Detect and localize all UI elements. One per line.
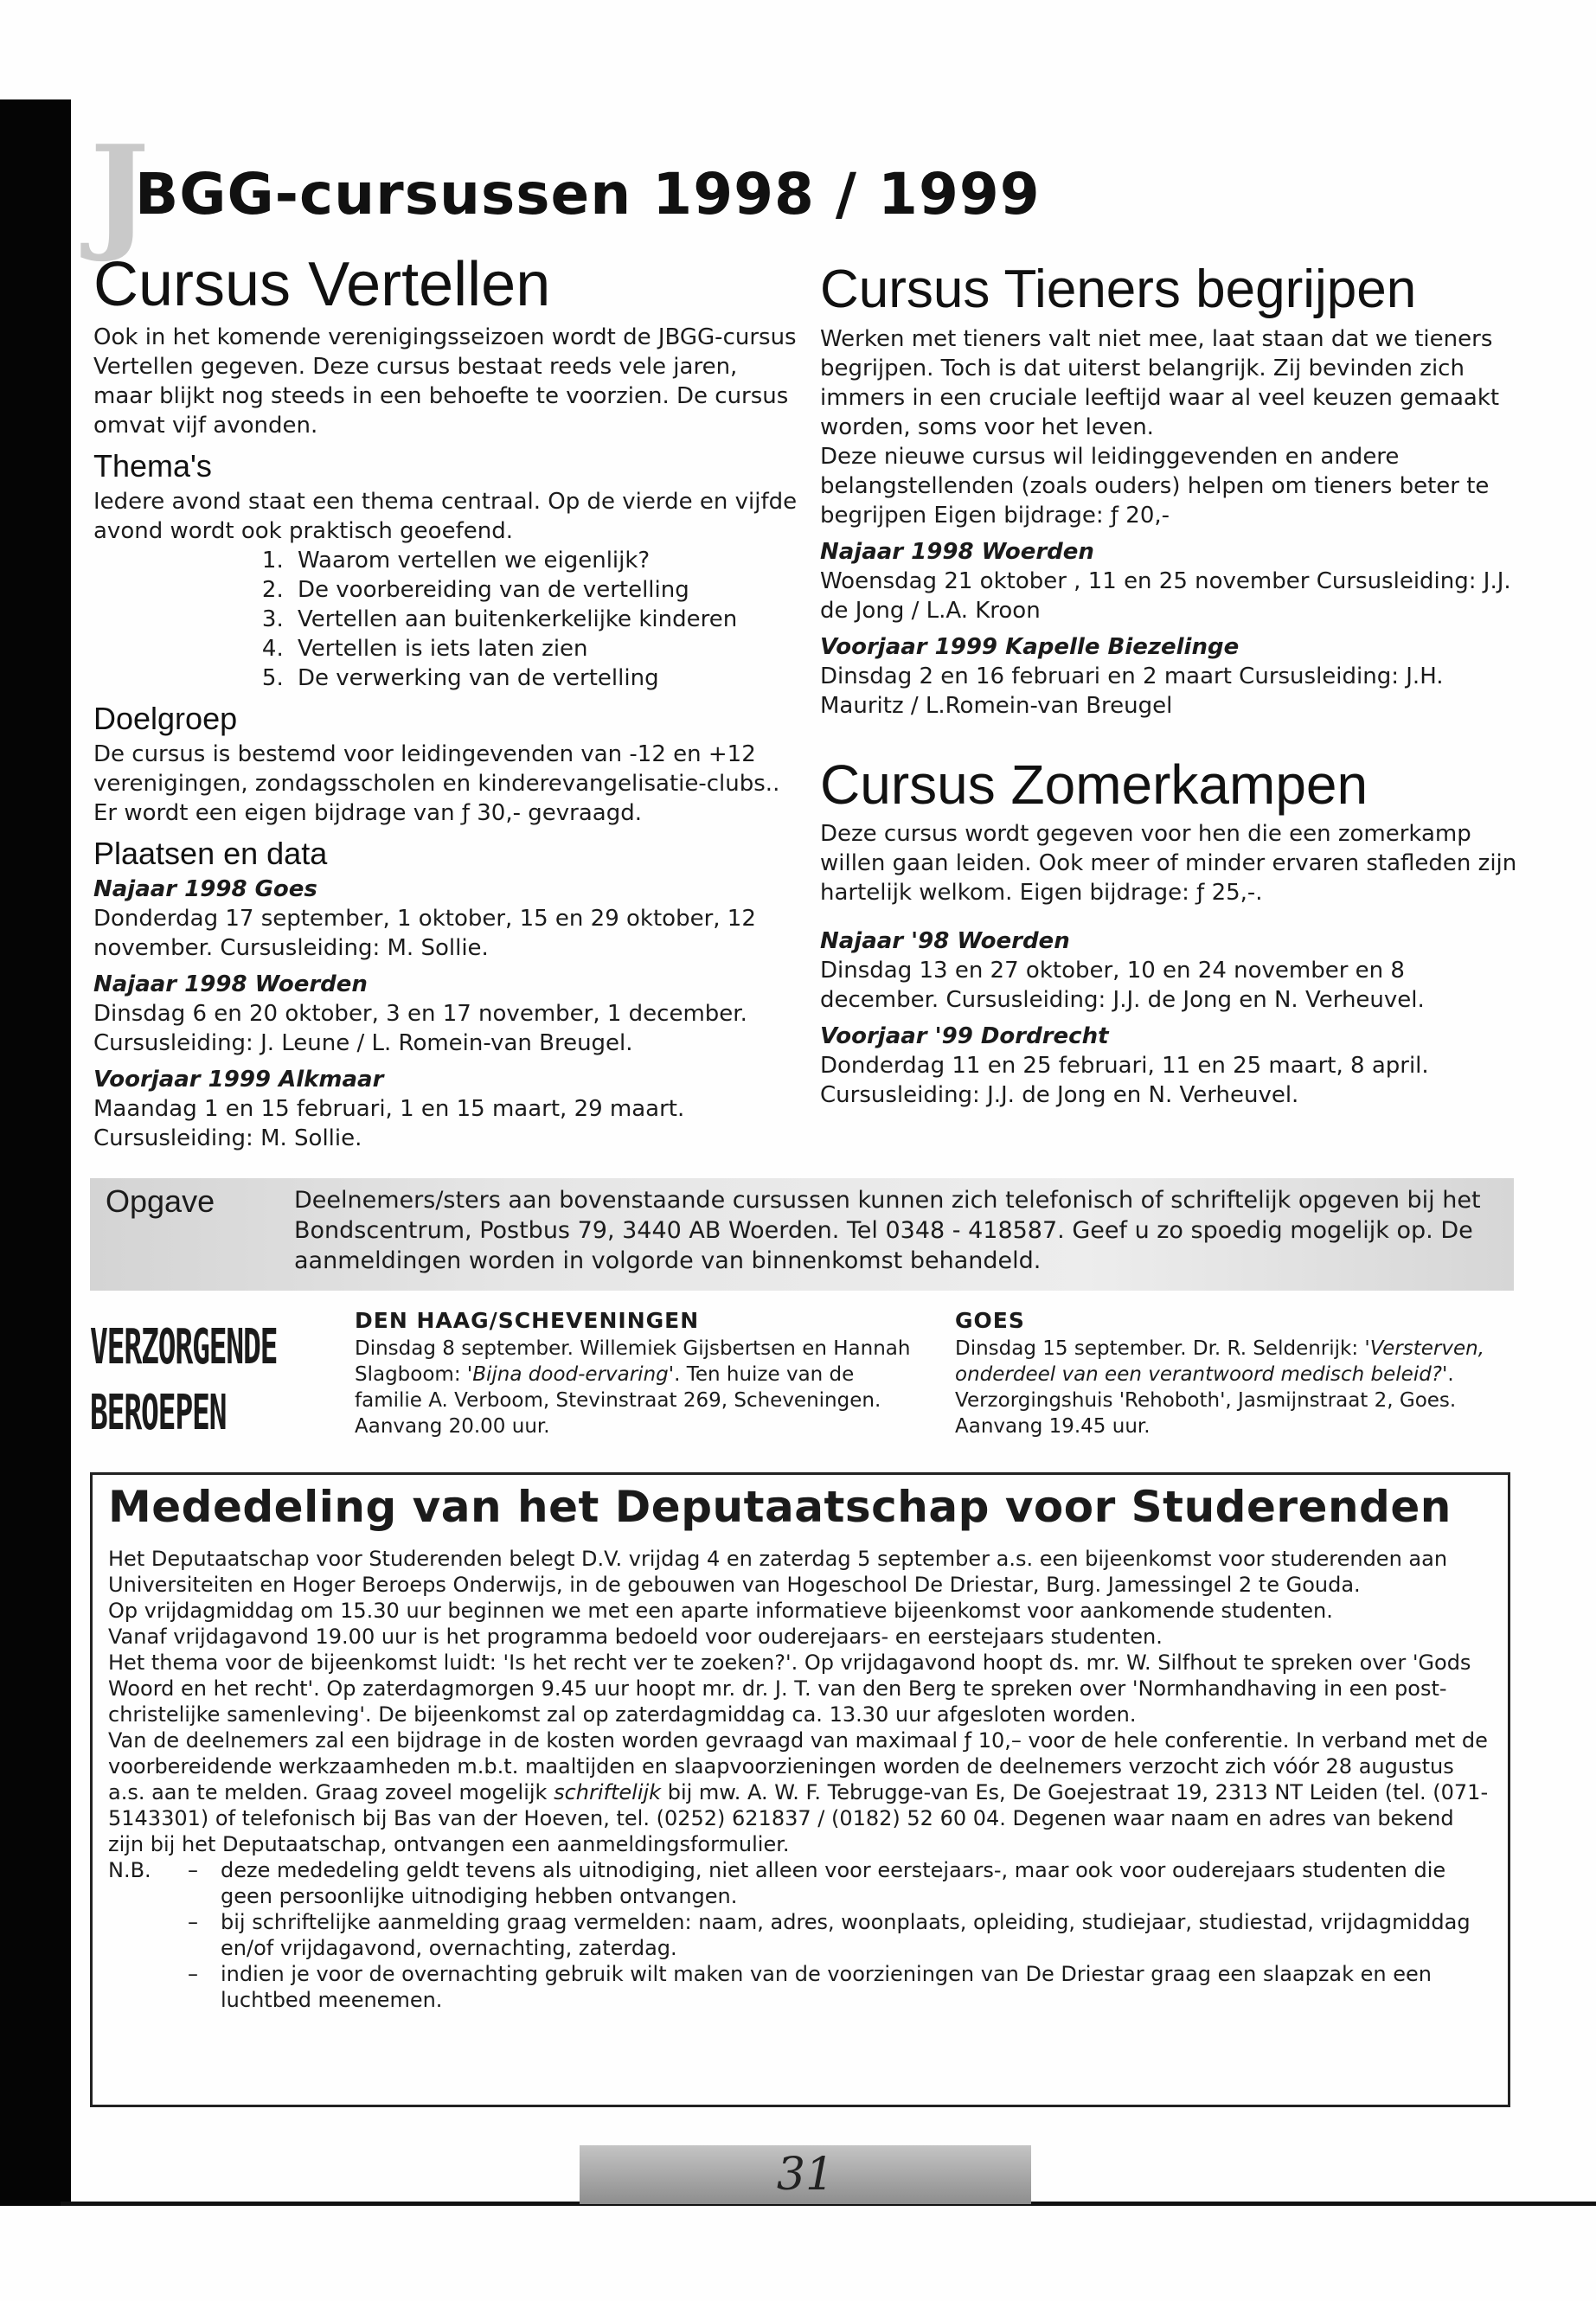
header-initial: J xyxy=(90,119,150,266)
session-text: Donderdag 11 en 25 februari, 11 en 25 maart, 8 april. Cursusleiding: J.J. de Jong en N. Verheuvel. xyxy=(820,1053,1429,1108)
opgave-text: Deelnemers/sters aan bovenstaande cursussen kunnen zich telefonisch of schriftelijk opgeven bij het Bondscentrum, Postbus 79, 3440 AB Woerden. Tel 0348 - 418587. Geef u zo spoedig mogelijk op. De aanmeldingen worden in volgorde van binnenkomst behandeld. xyxy=(294,1187,1481,1274)
opgave-label: Opgave xyxy=(106,1183,215,1219)
meeting-text: Dinsdag 15 september. Dr. R. Seldenrijk: 'Versterven, onderdeel van een verantwoord medisch beleid?'. Verzorgingshuis 'Rehoboth', Jasmijnstraat 2, Goes. Aanvang 19.45 uur. xyxy=(955,1337,1484,1438)
session-text: Donderdag 17 september, 1 oktober, 15 en 29 oktober, 12 november. Cursusleiding: M. Sollie. xyxy=(93,906,756,961)
page-number xyxy=(580,2145,1031,2204)
meeting-text: Dinsdag 8 september. Willemiek Gijsbertsen en Hannah Slagboom: 'Bijna dood-ervaring'. Ten huize van de familie A. Verboom, Stevinstraat 269, Scheveningen. Aanvang 20.00 uur. xyxy=(355,1337,911,1438)
list-item: 4. Vertellen is iets laten zien xyxy=(291,634,798,663)
list-item: 5. De verwerking van de vertelling xyxy=(291,663,798,693)
list-item: – deze mededeling geldt tevens als uitnodiging, niet alleen voor eerstejaars-, maar ook voor ouderejaars studenten die geen persoonlijke uitnodiging hebben ontvangen. xyxy=(188,1858,1446,1908)
session-heading: Najaar '98 Woerden xyxy=(820,928,1070,954)
course-tieners xyxy=(820,255,1529,1110)
page-header xyxy=(90,119,1561,266)
course-intro: Werken met tieners valt niet mee, laat staan dat we tieners begrijpen. Toch is dat uiterst belangrijk. Zij bevinden zich immers in een cruciale leeftijd waar al veel keuzen gemaakt worden, soms voor het leven. xyxy=(820,326,1500,440)
page-title: BGG-cursussen 1998 / 1999 xyxy=(135,161,1041,228)
section-heading: Doelgroep xyxy=(93,701,238,736)
nb-list xyxy=(108,1857,1492,2013)
list-item: – indien je voor de overnachting gebruik wilt maken van de voorzieningen van De Driestar graag een slaapzak en een luchtbed meenemen. xyxy=(188,1962,1433,2012)
opgave-banner xyxy=(90,1178,1514,1291)
list-item: – bij schriftelijke aanmelding graag vermelden: naam, adres, woonplaats, opleiding, studiejaar, studiestad, vrijdagmiddag en/of vrijdagavond, overnachting, zaterdag. xyxy=(188,1910,1471,1960)
page-number-text: 31 xyxy=(776,2149,835,2201)
session-text: Dinsdag 2 en 16 februari en 2 maart Cursusleiding: J.H. Mauritz / L.Romein-van Breugel xyxy=(820,663,1444,719)
course-title: Cursus Vertellen xyxy=(93,250,551,319)
session-text: Maandag 1 en 15 februari, 1 en 15 maart, 29 maart. Cursusleiding: M. Sollie. xyxy=(93,1096,685,1151)
session-heading: Voorjaar '99 Dordrecht xyxy=(820,1023,1109,1049)
section-heading: Plaatsen en data xyxy=(93,836,328,871)
logo-line: BEROEPEN xyxy=(90,1385,227,1441)
paragraph: Op vrijdagmiddag om 15.30 uur beginnen we met een aparte informatieve bijeenkomst voor aankomende studenten. xyxy=(108,1599,1333,1623)
section-heading: Thema's xyxy=(93,448,212,484)
session-text: Woensdag 21 oktober , 11 en 25 november Cursusleiding: J.J. de Jong / L.A. Kroon xyxy=(820,568,1511,624)
mededeling-title: Mededeling van het Deputaatschap voor Studerenden xyxy=(108,1482,1452,1532)
session-heading: Voorjaar 1999 Kapelle Biezelinge xyxy=(820,634,1240,660)
verzorgende-logo xyxy=(90,1315,277,1446)
mededeling-body xyxy=(108,1546,1492,2013)
meeting-goes xyxy=(955,1308,1526,1439)
session-heading: Najaar 1998 Goes xyxy=(93,876,317,902)
list-item: 1. Waarom vertellen we eigenlijk? xyxy=(291,546,798,575)
course-intro-2: Deze nieuwe cursus wil leidinggevenden en andere belangstellenden (zoals ouders) helpen om tieners beter te begrijpen Eigen bijdrage: ƒ 20,- xyxy=(820,444,1490,529)
paragraph: Van de deelnemers zal een bijdrage in de kosten worden gevraagd van maximaal ƒ 10,– voor de hele conferentie. In verband met de voorbereidende werkzaamheden m.b.t. maaltijden en slaapvoorzieningen worden de deelnemers verzocht zich vóór 28 augustus a.s. aan te melden. Graag zoveel mogelijk schriftelijk bij mw. A. W. F. Tebrugge-van Es, De Goejestraat 19, 2313 NT Leiden (tel. (071-5143301) of telefonisch bij Bas van der Hoeven, tel. (0252) 621837 / (0182) 52 60 04. Degenen waar naam en adres van bekend zijn bij het Deputaatschap, ontvangen een aanmeldingsformulier. xyxy=(108,1728,1489,1856)
session-text: Dinsdag 13 en 27 oktober, 10 en 24 november en 8 december. Cursusleiding: J.J. de Jong en N. Verheuvel. xyxy=(820,958,1425,1013)
course-title: Cursus Tieners begrijpen xyxy=(820,260,1417,319)
scan-border xyxy=(0,99,71,2206)
mededeling-box xyxy=(90,1472,1510,2107)
city-heading: GOES xyxy=(955,1308,1025,1333)
course-intro: Ook in het komende verenigingsseizoen wordt de JBGG-cursus Vertellen gegeven. Deze cursus bestaat reeds vele jaren, maar blijkt nog steeds in een behoefte te voorzien. De cursus omvat vijf avonden. xyxy=(93,324,797,439)
talk-title: 'Bijna dood-ervaring' xyxy=(466,1363,675,1386)
meeting-den-haag xyxy=(355,1308,926,1439)
session-heading: Voorjaar 1999 Alkmaar xyxy=(93,1067,384,1093)
course-title: Cursus Zomerkampen xyxy=(820,753,1368,816)
themas-text: Iedere avond staat een thema centraal. Op de vierde en vijfde avond wordt ook praktisch geoefend. xyxy=(93,489,798,544)
session-heading: Najaar 1998 Woerden xyxy=(93,971,368,997)
doelgroep-text: De cursus is bestemd voor leidingevenden van -12 en +12 verenigingen, zondagsscholen en kinderevangelisatie-clubs.. Er wordt een eigen bijdrage van ƒ 30,- gevraagd. xyxy=(93,741,780,826)
list-item: 3. Vertellen aan buitenkerkelijke kinderen xyxy=(291,605,798,634)
list-item: 2. De voorbereiding van de vertelling xyxy=(291,575,798,605)
talk-title: 'Versterven, onderdeel van een verantwoord medisch beleid?' xyxy=(955,1337,1484,1386)
course-intro: Deze cursus wordt gegeven voor hen die een zomerkamp willen gaan leiden. Ook meer of minder ervaren stafleden zijn hartelijk welkom. Eigen bijdrage: ƒ 25,-. xyxy=(820,821,1517,906)
themas-list xyxy=(93,546,798,693)
paragraph: Het thema voor de bijeenkomst luidt: 'Is het recht ver te zoeken?'. Op vrijdagavond hoopt ds. mr. W. Silfhout te spreken over 'Gods Woord en het recht'. Op zaterdagmorgen 9.45 uur hoopt mr. dr. J. T. van den Berg te spreken over 'Normhandhaving in een post-christelijke samenleving'. De bijeenkomst zal op zaterdagmiddag ca. 13.30 uur afgesloten worden. xyxy=(108,1650,1471,1727)
nb-label: N.B. xyxy=(108,1858,151,1882)
logo-line: VERZORGENDE xyxy=(90,1319,278,1375)
verzorgende-beroepen xyxy=(90,1308,1526,1459)
paragraph: Vanaf vrijdagavond 19.00 uur is het programma bedoeld voor ouderejaars- en eerstejaars studenten. xyxy=(108,1625,1163,1649)
session-text: Dinsdag 6 en 20 oktober, 3 en 17 november, 1 december. Cursusleiding: J. Leune / L. Romein-van Breugel. xyxy=(93,1001,747,1056)
session-heading: Najaar 1998 Woerden xyxy=(820,539,1094,565)
paragraph: Het Deputaatschap voor Studerenden belegt D.V. vrijdag 4 en zaterdag 5 september a.s. een bijeenkomst voor studerenden aan Universiteiten en Hoger Beroeps Onderwijs, in de gebouwen van Hogeschool De Driestar, Burg. Jamessingel 2 te Gouda. xyxy=(108,1547,1448,1597)
course-vertellen xyxy=(93,247,798,1153)
city-heading: DEN HAAG/SCHEVENINGEN xyxy=(355,1308,700,1333)
